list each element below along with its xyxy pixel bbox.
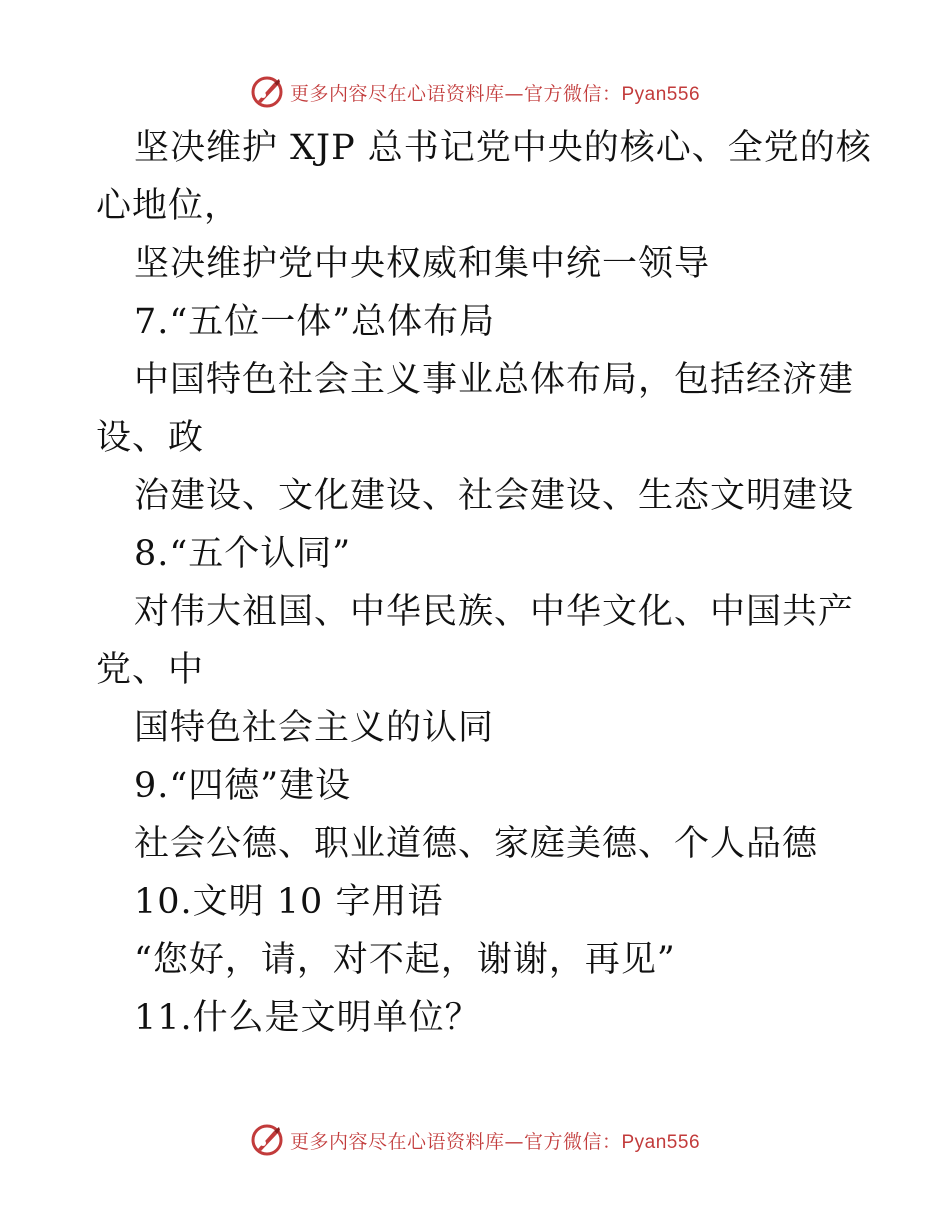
section-heading: 10.文明 10 字用语 bbox=[134, 882, 444, 922]
quill-pen-logo-icon bbox=[250, 75, 284, 109]
footer-watermark bbox=[0, 1120, 950, 1160]
quill-pen-logo-icon bbox=[250, 1123, 284, 1157]
watermark-text-official: 官方微信： bbox=[523, 82, 622, 105]
section-heading: 8.“五个认同” bbox=[134, 534, 352, 574]
text-line: 坚决维护党中央权威和集中统一领导 bbox=[134, 244, 711, 284]
text-line: 设、政 bbox=[96, 418, 205, 458]
watermark-separator: — bbox=[504, 1130, 524, 1153]
text-line: 社会公德、职业道德、家庭美德、个人品德 bbox=[134, 824, 819, 864]
text-line: 对伟大祖国、中华民族、中华文化、中国共产 bbox=[134, 592, 855, 632]
text-line: 国特色社会主义的认同 bbox=[134, 708, 495, 748]
section-heading: 9.“四德”建设 bbox=[134, 766, 352, 806]
watermark-wechat-id: Pyan556 bbox=[621, 83, 701, 105]
watermark-separator: — bbox=[504, 82, 524, 105]
watermark-text bbox=[290, 79, 700, 106]
text-line: 坚决维护 XJP 总书记党中央的核心、全党的核 bbox=[134, 128, 872, 168]
text-line: 治建设、文化建设、社会建设、生态文明建设 bbox=[134, 476, 855, 516]
header-watermark bbox=[0, 72, 950, 112]
watermark-text bbox=[290, 1127, 700, 1154]
section-heading: 11.什么是文明单位？ bbox=[134, 998, 481, 1038]
text-line: 心地位， bbox=[96, 186, 241, 226]
watermark-text-cn: 更多内容尽在心语资料库 bbox=[289, 82, 505, 105]
watermark-text-cn: 更多内容尽在心语资料库 bbox=[289, 1130, 505, 1153]
section-heading: 7.“五位一体”总体布局 bbox=[134, 302, 496, 342]
watermark-text-official: 官方微信： bbox=[523, 1130, 622, 1153]
text-line: “您好，请，对不起，谢谢，再见” bbox=[134, 940, 676, 980]
watermark-wechat-id: Pyan556 bbox=[621, 1131, 701, 1153]
text-line: 中国特色社会主义事业总体布局，包括经济建 bbox=[134, 360, 855, 400]
text-line: 党、中 bbox=[96, 650, 205, 690]
